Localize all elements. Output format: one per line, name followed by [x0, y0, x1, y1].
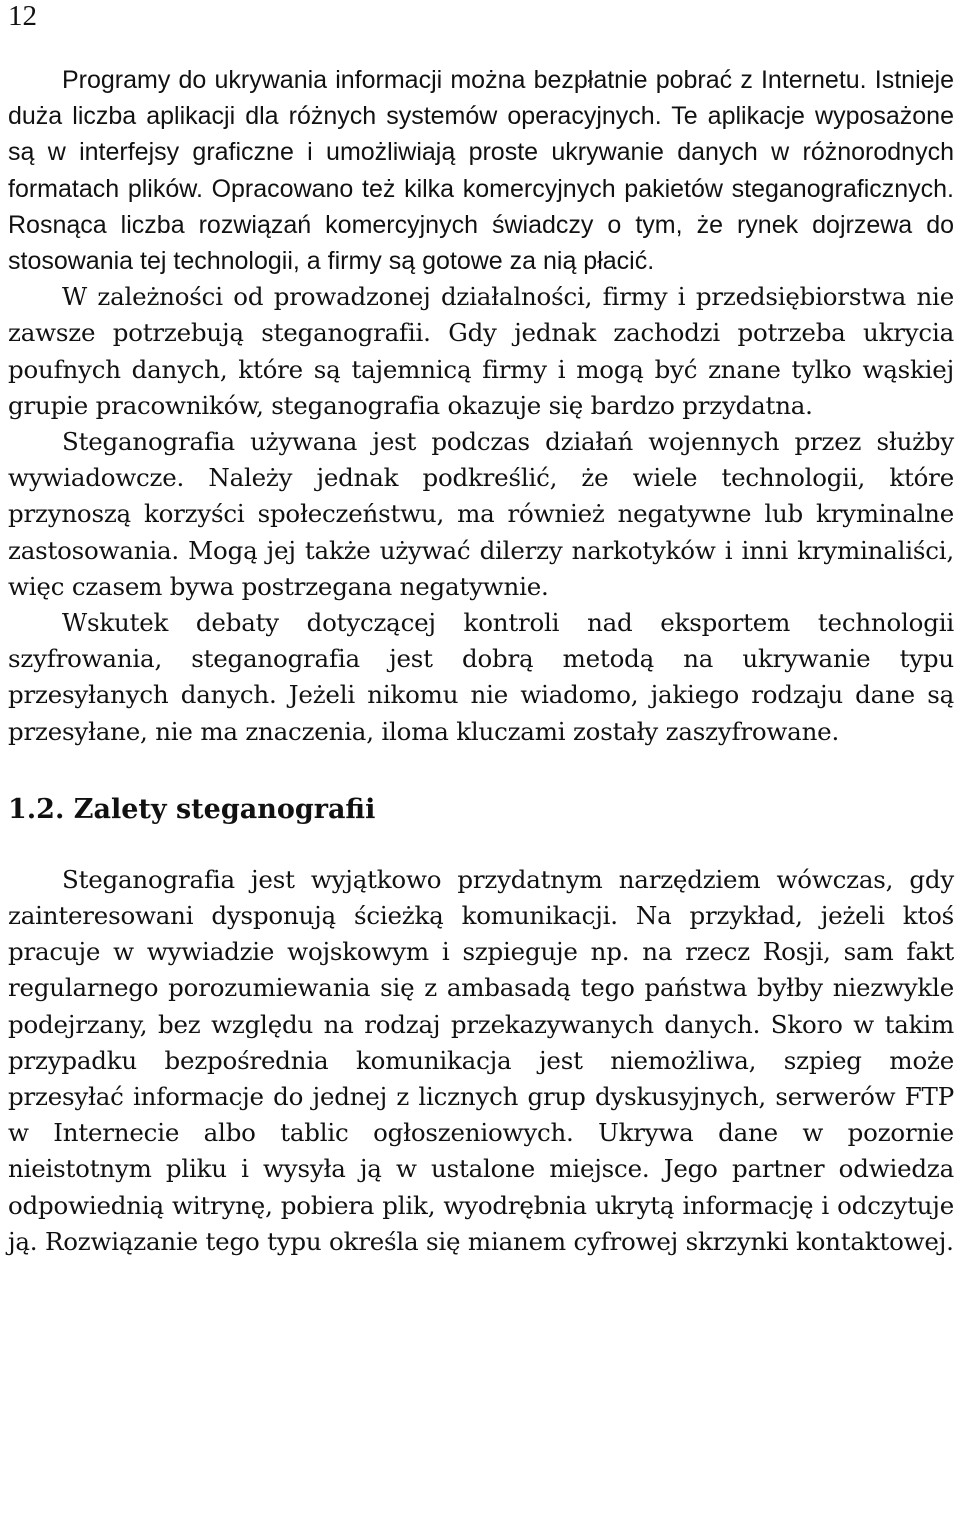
page-number: 12	[8, 0, 37, 32]
section-heading: 1.2. Zalety steganografii	[8, 793, 376, 825]
body-paragraph-4: Wskutek debaty dotyczącej kontroli nad eksportem technologii szyfrowania, steganografia jest dobrą metodą na ukrywanie typu przesyłanych danych. Jeżeli nikomu nie wiadomo, jakiego rodzaju dane są przesyłane, nie ma znaczenia, iloma kluczami zostały zaszyfrowane.	[8, 608, 954, 746]
body-paragraph-2: W zależności od prowadzonej działalności, firmy i przedsiębiorstwa nie zawsze potrzebują steganografii. Gdy jednak zachodzi potrzeba ukrycia poufnych danych, które są tajemnicą firmy i mogą być znane tylko wąskiej grupie pracowników, steganografia okazuje się bardzo przydatna.	[8, 282, 954, 420]
body-paragraph-3: Steganografia używana jest podczas działań wojennych przez służby wywiadowcze. Należy jednak podkreślić, że wiele technologii, które przynoszą korzyści społeczeństwu, ma również negatywne lub kryminalne zastosowania. Mogą jej także używać dilerzy narkotyków i inni kryminaliści, więc czasem bywa postrzegana negatywnie.	[8, 427, 954, 601]
page-content	[8, 62, 954, 1260]
body-paragraph-1: Programy do ukrywania informacji można bezpłatnie pobrać z Internetu. Istnieje duża liczba aplikacji dla różnych systemów operacyjnych. Te aplikacje wyposażone są w interfejsy graficzne i umożliwiają proste ukrywanie danych w różnorodnych formatach plików. Opracowano też kilka komercyjnych pakietów steganograficznych. Rosnąca liczba rozwiązań komercyjnych świadczy o tym, że rynek dojrzewa do stosowania tej technologii, a firmy są gotowe za nią płacić.	[8, 66, 954, 276]
section-paragraph-1: Steganografia jest wyjątkowo przydatnym narzędziem wówczas, gdy zainteresowani dysponują ścieżką komunikacji. Na przykład, jeżeli ktoś pracuje w wywiadzie wojskowym i szpieguje np. na rzecz Rosji, sam fakt regularnego porozumiewania się z ambasadą tego państwa byłby niezwykle podejrzany, bez względu na rodzaj przekazywanych danych. Skoro w takim przypadku bezpośrednia komunikacja jest niemożliwa, szpieg może przesyłać informacje do jednej z licznych grup dyskusyjnych, serwerów FTP w Internecie albo tablic ogłoszeniowych. Ukrywa dane w pozornie nieistotnym pliku i wysyła ją w ustalone miejsce. Jego partner odwiedza odpowiednią witrynę, pobiera plik, wyodrębnia ukrytą informację i odczytuje ją. Rozwiązanie tego typu określa się mianem cyfrowej skrzynki kontaktowej.	[8, 864, 954, 1256]
